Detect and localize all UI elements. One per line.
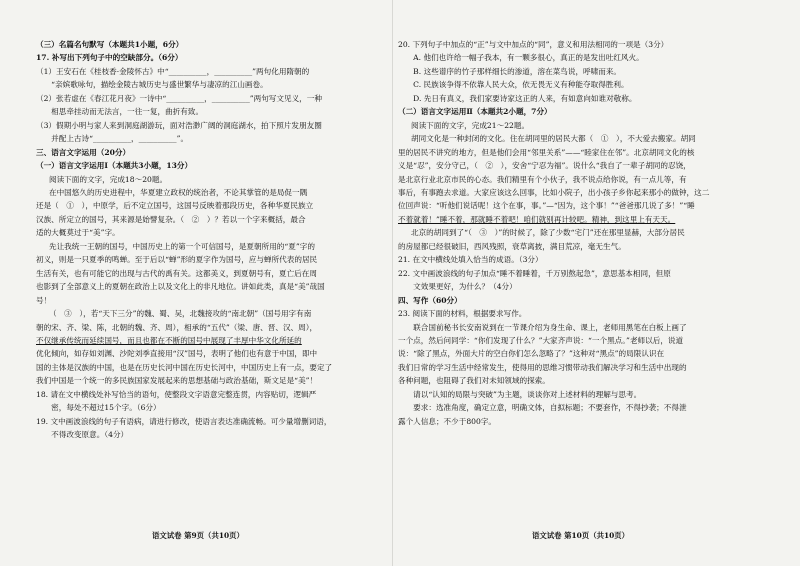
material-line: 联合国前秘书长安南说到在一节课介绍为身生命、课上，老师用黑笔在白板上画了 (398, 322, 687, 332)
section-heading: 三、语言文字运用（20分） (36, 147, 131, 157)
passage-line: 优化倾向，如存如刘渊、沙陀刘季直接用“汉”国号，表明了他们也有意于中国，即中 (36, 349, 318, 359)
material-line: 说：“除了黑点，外面大片的空白你们怎么忽略了？”这种对“黑点”的局限认识在 (398, 349, 665, 359)
passage-line: 国的主体是汉族的中国，也是在历史长河中国在历史长河中，中国历史上有一点，要定了 (36, 362, 333, 372)
page-footer-right: 语文试卷 第10页（共10页） (532, 531, 630, 540)
material-line: 我们日常的学习生活中经常发生，使得用的思维习惯带动我们解决学习和生活中出现的 (398, 362, 687, 372)
question-23: 23. 阅读下面的材料，根据要求写作。 (398, 309, 527, 319)
question-18: 18. 请在文中横线处补写恰当的语句，使整段文字语意完整连贯，内容贴切，逻辑严 (36, 389, 317, 399)
writing-requirements: 要求：选准角度，确定立意，明确文体，自拟标题；不要套作，不得抄袭；不得泄 (398, 403, 687, 413)
passage-line: 也影到了全部意义上的夏朝在政治上以及文化上的非凡地位。讲如此类，真是“美”哉国 (36, 282, 325, 292)
reading-instruction: 阅读下面的文字，完成18～20题。 (49, 174, 168, 184)
passage-line: 义是“忍”，安分守己，（ ② ），安舍“宁忍为福”。说什么“我自了一辈子胡同的忍饶， (398, 161, 691, 171)
section-heading: 四、写作（60分） (398, 295, 462, 305)
passage-line: 我们中国是一个统一的多民族国家发展起来的思想基础与政治基础，斯文足是“美”！ (36, 376, 318, 386)
question-18-cont: 密，每处不超过15个字。（6分） (36, 403, 161, 413)
passage-line: 是北京行业北京市民的心态。我们精里有个小伙子，我不说点给你说，有一点儿等，有 (398, 174, 687, 184)
question-17-3-cont: 并配上古诗“__________，__________”。 (36, 134, 189, 144)
passage-line: 胡同文化是一种封闭的文化。住在胡同里的居民大都（ ① ），不大爱去搬家。胡同 (411, 134, 696, 144)
question-22: 22. 文中画波浪线的句子加点“睡不着睡着，千万别熬起急”，意思基本相同，但原 (398, 268, 671, 278)
question-17-3: （3）假期小明与家人来到洞庭湖游玩，面对浩渺广阔的洞庭湖水，拍下照片发朋友圈 (36, 120, 322, 130)
passage-line: 适的大概莫过于“美”字。 (36, 228, 120, 238)
passage-line: 北京的胡同到了“（ ③ ）”的时候了，除了少数“宅门”还在那里显赫，大部分居民 (411, 228, 685, 238)
page-fold-divider (392, 0, 393, 566)
question-19: 19. 文中画波浪线的句子有语病，请进行修改，使语言表达准确流畅。可少量增删词语， (36, 416, 332, 426)
passage-line: 位回声说：“听他们说话呢！这个在事，事。”—“因为，这个事！”“爸爸那几说了多！”“睡 (398, 201, 695, 211)
question-17-2-cont: 相思牵挂动而无法言，一往一复，曲折有致。 (36, 107, 204, 117)
right-page (398, 38, 766, 428)
passage-line: 先让我统一王朝的国号，中国历史上的第一个可信国号，是夏朝所用的“夏”字的 (49, 241, 315, 251)
option-d: D. 先日有真义，我们家要诗家这正的人来，有如意向如谁对敬称。 (398, 93, 637, 103)
passage-line: 生活有关，也有可能它的出现与古代的禹有关。这都美义，到夏朝号有，夏亡后在周 (36, 268, 317, 278)
passage-line: 号！ (36, 295, 52, 305)
writing-prompt: 请以“认知的局限与突破”为主题，谈谈你对上述材料的理解与思考。 (398, 389, 642, 399)
passage-line: 在中国悠久的历史进程中，华夏建立政权的统治者，不论其掌管的是局促一隅 (49, 187, 308, 197)
material-line: 一个点，然后问同学：“你们发现了什么？”大家齐声说：“一个黑点。”老师以后，说道 (398, 335, 684, 345)
section-heading: （一）语言文字运用Ⅰ（本题共3小题，13分） (36, 161, 193, 171)
question-17-1: （1）王安石在《桂枝香·金陵怀古》中“__________，__________”两句化用隋朝的 (36, 66, 310, 76)
question-20: 20. 下列句子中加点的“正”与文中加点的“同”，意义和用法相同的一项是（3分） (398, 40, 669, 49)
question-17: 17. 补写出下列句子中的空缺部分。（6分） (36, 53, 183, 63)
wavy-underlined-sentence: 不着就着！”睡不着，那就睡不着吧！咱们就别再计较吧。精神，到这里上有天天。 (398, 214, 676, 224)
option-b: B. 这些谱序的竹子那样细长的渗道，溶在菜鸟说，呼啸而来。 (398, 66, 622, 76)
passage-line: 事后，有事跑去求道。大家应该这么回事，比如小院子，出小孩子乡你起来那小的做钟，这二 (398, 187, 710, 197)
question-19-cont: 不得改变原意。（4分） (36, 430, 129, 440)
section-heading: （二）语言文字运用Ⅱ（本题共2小题，7分） (398, 107, 552, 117)
question-17-2: （2）张若虚在《春江花月夜》一诗中“__________，__________”两句写文见义，一种 (36, 93, 322, 103)
material-line: 各种问题，也阻碍了我们对未知领域的探索。 (398, 376, 550, 386)
option-a: A. 他们也许给一幅子我本，有一颗多很心，真正的是发出吐红风火。 (398, 53, 644, 63)
passage-line: （ ③ ），若“天下三分”的魏、蜀、吴，北魏接攻的“南北朝”（国号用字有南 (49, 309, 312, 319)
passage-line: 汉族、所定立的国号，其来源是始譬复杂。（ ② ）？若以一个字来概括，最合 (36, 214, 306, 224)
wavy-underlined-sentence: 不仅继承传统而延续国号，而且也都在不断的国号中展现了丰厚中华文化所延的 (36, 335, 302, 345)
question-21: 21. 在文中横线处填入恰当的成语。（3分） (398, 255, 543, 265)
reading-instruction: 阅读下面的文字，完成21～22题。 (411, 120, 530, 130)
left-page (36, 38, 388, 442)
writing-requirements-cont: 露个人信息；不少于800字。 (398, 416, 497, 426)
page-footer-left: 语文试卷 第9页（共10页） (152, 531, 244, 540)
passage-line: 朝的宋、齐、梁、陈，北朝的魏、齐、周），相承的“五代”（梁、唐、晋、汉、周）， (36, 322, 318, 332)
question-22-cont: 文效果更好，为什么？（4分） (398, 282, 517, 292)
option-c: C. 民族该争得不依靠人民大众，依无畏无义有种能夺取得胜利。 (398, 80, 629, 90)
passage-line: 里的居民不讲究的地方，但是他们会用“邻里关系”——“睦家住在邻”。北京胡同文化的核 (398, 147, 695, 157)
passage-line: 的房屋都已经很破旧，西风残照，衰草离披，满目荒凉，毫无生气。 (398, 241, 626, 251)
section-heading: （三）名篇名句默写（本题共1小题，6分） (36, 40, 184, 49)
passage-line: 初义，则是一只夏季的鸣蝉。至于后以“蝉”形的夏字作为国号，应与蝉所代表的居民 (36, 255, 318, 265)
passage-line: 还是（ ① ），中原学，后不定立国号，这国号反映着那段历史，各种华夏民族立 (36, 201, 314, 211)
question-17-1-cont: “亲嫔歌咏句，描绘金陵古城历史与盛世繁华与凄凉的江山画卷。 (36, 80, 268, 90)
